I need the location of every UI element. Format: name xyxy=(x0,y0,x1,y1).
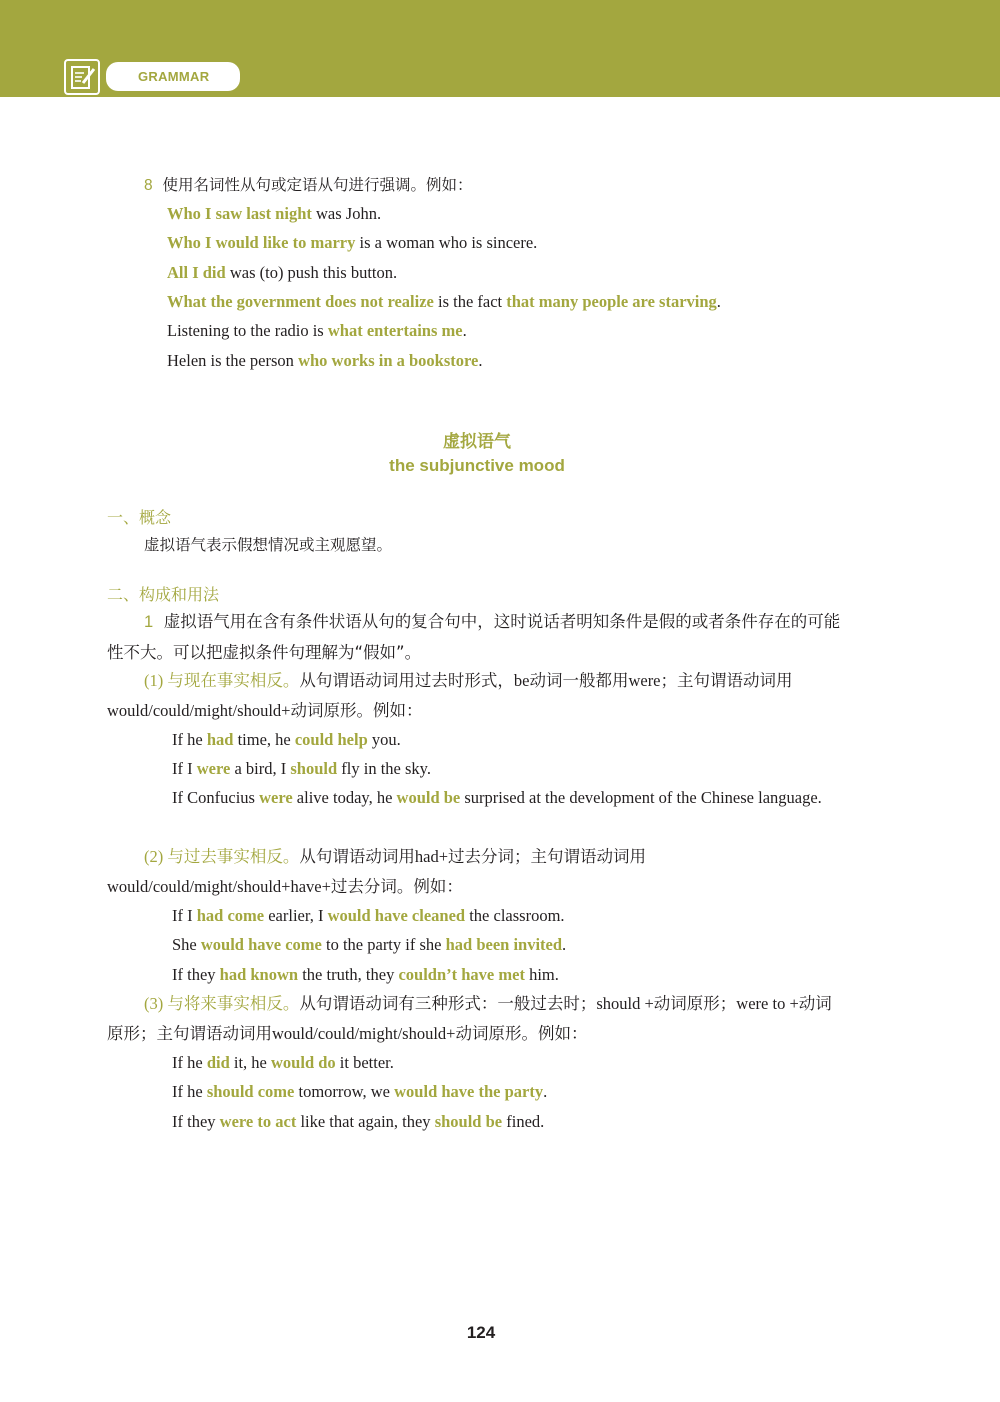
heading-usage: 二、构成和用法 xyxy=(107,585,220,604)
example-sentence xyxy=(172,964,559,986)
text-segment: couldn’t have met xyxy=(398,965,525,984)
text-segment: like that again, they xyxy=(296,1112,435,1131)
text-segment: should xyxy=(290,759,338,778)
text-segment: would have cleaned xyxy=(327,906,466,925)
text-segment: him. xyxy=(524,965,559,984)
item8-intro xyxy=(144,174,473,197)
rule-past xyxy=(107,842,847,901)
text: . xyxy=(716,292,721,311)
highlight: Who I would like to marry xyxy=(167,233,356,252)
page-number: 124 xyxy=(466,1323,496,1342)
text-segment: earlier, I xyxy=(264,906,328,925)
text-segment: it, he xyxy=(229,1053,272,1072)
text-segment: surprised at the development of the Chinese language. xyxy=(460,788,822,807)
item-number: 1 xyxy=(144,613,154,631)
highlight: who works in a bookstore xyxy=(298,351,479,370)
example-sentence xyxy=(172,758,431,780)
text-segment: If they xyxy=(172,1112,220,1131)
page-header xyxy=(0,0,1000,97)
text: is the fact xyxy=(433,292,507,311)
rule-present xyxy=(107,666,847,725)
example-sentence xyxy=(172,1052,394,1074)
text: Listening to the radio is xyxy=(167,321,328,340)
text: is a woman who is sincere. xyxy=(355,233,538,252)
text: Helen is the person xyxy=(167,351,299,370)
text-segment: time, he xyxy=(233,730,295,749)
example-sentence xyxy=(167,262,397,284)
text-segment: should be xyxy=(434,1112,503,1131)
text-segment: If he xyxy=(172,1053,207,1072)
text-segment: She xyxy=(172,935,201,954)
rule-label: (1) 与现在事实相反。 xyxy=(144,671,300,690)
rule-text: 从句谓语动词有三种形式：一般过去时；should +动词原形；were to +动词原形；主句谓语动词用would/could/might/should+动词原形。例如： xyxy=(107,994,832,1043)
example-sentence xyxy=(172,905,565,927)
text-segment: could help xyxy=(294,730,368,749)
section-title-cn: 虚拟语气 xyxy=(443,432,511,452)
section-label: GRAMMAR xyxy=(106,62,240,91)
concept-text: 虚拟语气表示假想情况或主观愿望。 xyxy=(144,536,393,554)
text-segment: had been invited xyxy=(445,935,563,954)
highlight: that many people are starving xyxy=(506,292,717,311)
text-segment: a bird, I xyxy=(230,759,291,778)
rule-label: (2) 与过去事实相反。 xyxy=(144,847,300,866)
text-segment: would have come xyxy=(200,935,322,954)
text: . xyxy=(462,321,467,340)
text-segment: fly in the sky. xyxy=(337,759,431,778)
text-segment: the classroom. xyxy=(465,906,565,925)
notebook-pencil-icon xyxy=(64,59,100,95)
text-segment: fined. xyxy=(502,1112,545,1131)
text-segment: If I xyxy=(172,759,197,778)
rule-future xyxy=(107,989,847,1048)
text-segment: the truth, they xyxy=(298,965,399,984)
highlight: All I did xyxy=(167,263,226,282)
text-segment: it better. xyxy=(335,1053,394,1072)
example-sentence xyxy=(172,1111,544,1133)
example-sentence xyxy=(167,203,381,225)
text-segment: would have the party xyxy=(394,1082,544,1101)
text-segment: were xyxy=(259,788,293,807)
text-segment: did xyxy=(206,1053,230,1072)
item-text: 虚拟语气用在含有条件状语从句的复合句中，这时说话者明知条件是假的或者条件存在的可能性不大。可以把虚拟条件句理解为“假如”。 xyxy=(107,612,841,662)
highlight: What the government does not realize xyxy=(167,292,434,311)
text-segment: would do xyxy=(271,1053,336,1072)
text-segment: were to act xyxy=(219,1112,297,1131)
item-text: 使用名词性从句或定语从句进行强调。例如： xyxy=(162,176,473,194)
text-segment: tomorrow, we xyxy=(294,1082,395,1101)
highlight: what entertains me xyxy=(327,321,463,340)
example-sentence xyxy=(172,783,848,813)
item-number: 8 xyxy=(144,177,153,194)
example-sentence xyxy=(167,320,467,342)
text-segment: would be xyxy=(396,788,461,807)
text: was John. xyxy=(311,204,382,223)
text-segment: alive today, he xyxy=(292,788,397,807)
example-sentence xyxy=(167,291,721,313)
example-sentence xyxy=(167,232,537,254)
text-segment: If he xyxy=(172,1082,207,1101)
text-segment: had come xyxy=(196,906,265,925)
text-segment: If he xyxy=(172,730,207,749)
text-segment: to the party if she xyxy=(321,935,446,954)
heading-concept: 一、概念 xyxy=(107,508,172,527)
text-segment: had known xyxy=(219,965,299,984)
text-segment: were xyxy=(196,759,231,778)
highlight: Who I saw last night xyxy=(167,204,312,223)
text-segment: If they xyxy=(172,965,220,984)
text: was (to) push this button. xyxy=(225,263,398,282)
section-title-en: the subjunctive mood xyxy=(389,456,565,475)
text-segment: If Confucius xyxy=(172,788,260,807)
text-segment: If I xyxy=(172,906,197,925)
example-sentence xyxy=(172,729,401,751)
usage-item1 xyxy=(107,607,847,667)
rule-text: 从句谓语动词用had+过去分词；主句谓语动词用would/could/might/should+have+过去分词。例如： xyxy=(107,847,647,896)
text-segment: . xyxy=(562,935,567,954)
text-segment: you. xyxy=(367,730,401,749)
text-segment: should come xyxy=(206,1082,295,1101)
text-segment: . xyxy=(543,1082,548,1101)
example-sentence xyxy=(167,350,483,372)
text-segment: had xyxy=(206,730,234,749)
rule-label: (3) 与将来事实相反。 xyxy=(144,994,300,1013)
text: . xyxy=(478,351,483,370)
rule-text: 从句谓语动词用过去时形式，be动词一般都用were；主句谓语动词用would/could/might/should+动词原形。例如： xyxy=(107,671,793,720)
example-sentence xyxy=(172,934,566,956)
example-sentence xyxy=(172,1081,547,1103)
